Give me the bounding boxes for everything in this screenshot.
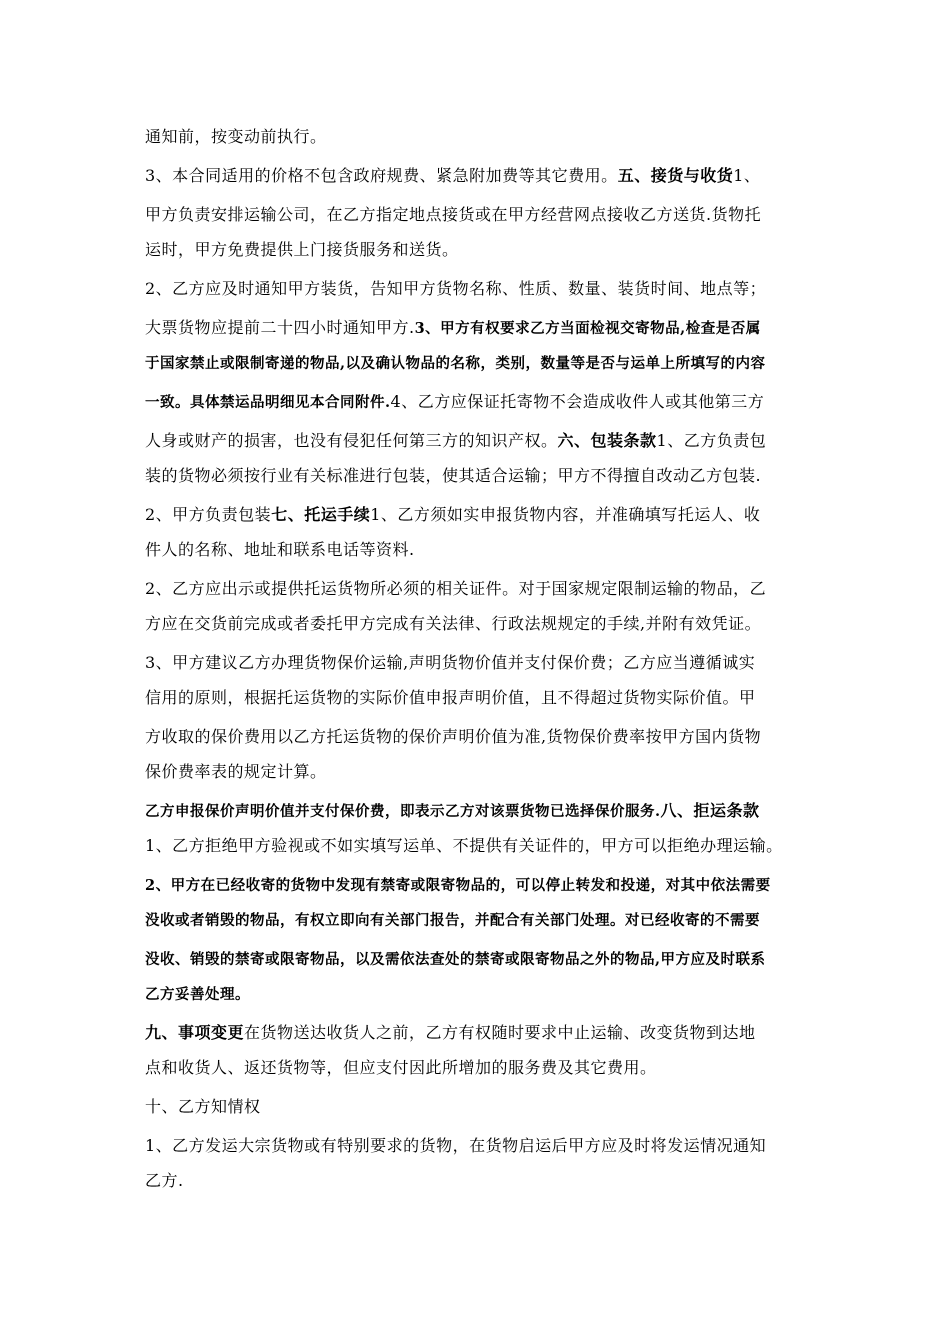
text-line (145, 279, 766, 299)
text-segment: 1、乙方拒绝甲方验视或不如实填写运单、不提供有关证件的，甲方可以拒绝办理运输。 (145, 836, 783, 855)
bold-text-segment: 九、事项变更 (145, 1023, 245, 1042)
text-segment: 十、乙方知情权 (145, 1097, 261, 1116)
bold-text-segment: 没收、销毁的禁寄或限寄物品，以及需依法查处的禁寄或限寄物品之外的物品,甲方应及时联系 (145, 951, 766, 968)
bold-text-segment: 八、拒运条款 (660, 801, 760, 820)
bold-text-segment: 乙方妥善处理。 (145, 986, 250, 1003)
text-line (145, 540, 415, 560)
text-segment: 点和收货人、返还货物等，但应支付因此所增加的服务费及其它费用。 (145, 1058, 657, 1077)
text-segment: 人身或财产的损害，也没有侵犯任何第三方的知识产权。 (145, 431, 558, 450)
text-segment: 甲方负责安排运输公司，在乙方指定地点接货或在甲方经营网点接收乙方送货.货物托 (145, 205, 762, 224)
text-segment: 1、乙方发运大宗货物或有特别要求的货物，在货物启运后甲方应及时将发运情况通知 (145, 1136, 767, 1155)
text-segment: 2、乙方应及时通知甲方装货，告知甲方货物名称、性质、数量、装货时间、地点等； (145, 279, 767, 298)
bold-text-segment: 乙方申报保价声明价值并支付保价费，即表示乙方对该票货物已选择保价服务. (145, 803, 661, 820)
text-segment: 2、乙方应出示或提供托运货物所必须的相关证件。对于国家规定限制运输的物品，乙 (145, 579, 767, 598)
text-line (145, 392, 764, 413)
bold-text-segment: 于国家禁止或限制寄递的物品,以及确认物品的名称，类别，数量等是否与运单上所填写的内容 (145, 355, 766, 372)
text-line (145, 910, 760, 931)
text-line (145, 614, 761, 634)
text-line (145, 801, 760, 822)
bold-text-segment: 七、托运手续 (271, 505, 371, 524)
text-line (145, 353, 766, 374)
bold-text-segment: 3、甲方有权要求乙方当面检视交寄物品,检查是否属 (414, 320, 761, 337)
bold-text-segment: 没收或者销毁的物品，有权立即向有关部门报告，并配合有关部门处理。对已经收寄的不需要 (145, 912, 760, 929)
text-segment: 通知前，按变动前执行。 (145, 127, 327, 146)
text-line (145, 240, 459, 260)
text-segment: 方收取的保价费用以乙方托运货物的保价声明价值为准,货物保价费率按甲方国内货物 (145, 727, 762, 746)
text-line (145, 431, 766, 451)
text-line (145, 836, 783, 856)
text-segment: 1、 (733, 166, 761, 185)
text-line (145, 579, 766, 599)
text-segment: 1、乙方须如实申报货物内容，并准确填写托运人、收 (370, 505, 761, 524)
text-segment: 3、甲方建议乙方办理货物保价运输,声明货物价值并支付保价费；乙方应当遵循诚实 (145, 653, 756, 672)
text-segment: 装的货物必须按行业有关标准进行包装，使其适合运输；甲方不得擅自改动乙方包装. (145, 466, 762, 485)
text-segment: 2、甲方负责包装 (145, 505, 272, 524)
text-segment: 信用的原则，根据托运货物的实际价值申报声明价值，且不得超过货物实际价值。甲 (145, 688, 756, 707)
text-line (145, 1058, 657, 1078)
text-line (145, 127, 327, 147)
text-line (145, 1136, 766, 1156)
text-line (145, 949, 766, 970)
bold-text-segment: 六、包装条款 (557, 431, 657, 450)
text-line (145, 466, 761, 486)
text-segment: 3、本合同适用的价格不包含政府规费、紧急附加费等其它费用。 (145, 166, 618, 185)
bold-text-segment: 五、接货与收货 (617, 166, 734, 185)
text-line (145, 318, 761, 339)
text-line (145, 688, 756, 708)
text-line (145, 1023, 756, 1043)
text-line (145, 205, 761, 225)
text-line (145, 984, 250, 1005)
text-segment: 运时，甲方免费提供上门接货服务和送货。 (145, 240, 459, 259)
text-segment: 1、乙方负责包 (656, 431, 767, 450)
text-line (145, 1097, 261, 1117)
text-line (145, 727, 761, 747)
text-line (145, 762, 327, 782)
text-line (145, 505, 760, 525)
text-segment: 在货物送达收货人之前，乙方有权随时要求中止运输、改变货物到达地 (244, 1023, 756, 1042)
text-segment: 件人的名称、地址和联系电话等资料. (145, 540, 415, 559)
text-line (145, 166, 760, 186)
text-segment: 方应在交货前完成或者委托甲方完成有关法律、行政法规规定的手续,并附有效凭证。 (145, 614, 762, 633)
bold-text-segment: 2、甲方在已经收寄的货物中发现有禁寄或限寄物品的，可以停止转发和投递，对其中依法需要 (145, 877, 771, 894)
text-line (145, 875, 771, 896)
text-line (145, 1171, 184, 1191)
text-segment: 乙方. (145, 1171, 184, 1190)
text-line (145, 653, 755, 673)
text-segment: 保价费率表的规定计算。 (145, 762, 327, 781)
text-segment: 4、乙方应保证托寄物不会造成收件人或其他第三方 (390, 392, 765, 411)
text-segment: 大票货物应提前二十四小时通知甲方. (145, 318, 415, 337)
bold-text-segment: 一致。具体禁运品明细见本合同附件. (145, 394, 391, 411)
